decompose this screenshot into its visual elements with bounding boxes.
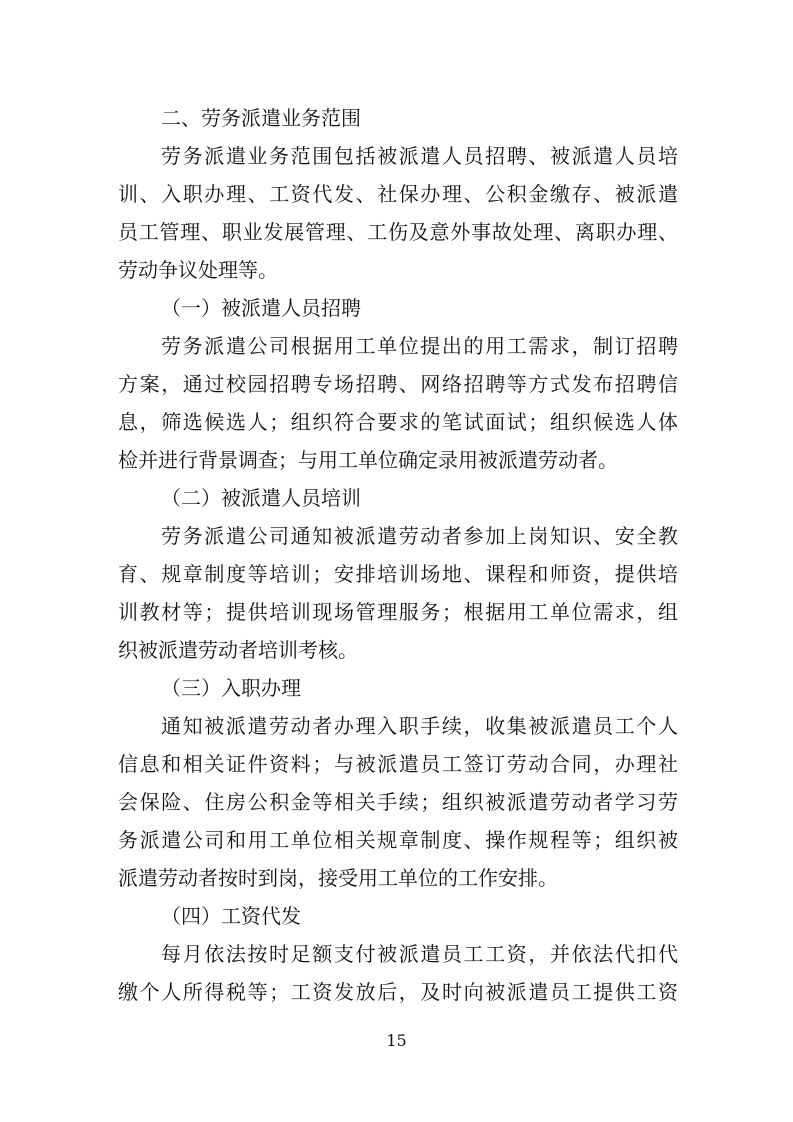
subsection-heading: （三）入职办理 bbox=[161, 676, 301, 700]
page-number: 15 bbox=[386, 1031, 407, 1050]
paragraph-line: 织被派遣劳动者培训考核。 bbox=[118, 638, 358, 662]
paragraph-line: 缴个人所得税等；工资发放后，及时向被派遣员工提供工资 bbox=[118, 980, 678, 1004]
paragraph-line: 训教材等；提供培训现场管理服务；根据用工单位需求，组 bbox=[118, 600, 678, 624]
paragraph-line: 劳动争议处理等。 bbox=[118, 258, 278, 282]
subsection-heading: （二）被派遣人员培训 bbox=[161, 486, 361, 510]
paragraph-line: 方案，通过校园招聘专场招聘、网络招聘等方式发布招聘信 bbox=[118, 372, 678, 396]
paragraph-line: 劳务派遣业务范围包括被派遣人员招聘、被派遣人员培 bbox=[161, 144, 678, 168]
paragraph-line: 员工管理、职业发展管理、工伤及意外事故处理、离职办理、 bbox=[118, 220, 678, 244]
paragraph-line: 息，筛选候选人；组织符合要求的笔试面试；组织候选人体 bbox=[118, 410, 678, 434]
paragraph-line: 劳务派遣公司根据用工单位提出的用工需求，制订招聘 bbox=[161, 334, 678, 358]
paragraph-line: 检并进行背景调查；与用工单位确定录用被派遣劳动者。 bbox=[118, 448, 618, 472]
subsection-heading: （四）工资代发 bbox=[161, 904, 301, 928]
paragraph-line: 育、规章制度等培训；安排培训场地、课程和师资，提供培 bbox=[118, 562, 678, 586]
section-heading: 二、劳务派遣业务范围 bbox=[161, 106, 361, 130]
paragraph-line: 务派遣公司和用工单位相关规章制度、操作规程等；组织被 bbox=[118, 828, 678, 852]
paragraph-line: 每月依法按时足额支付被派遣员工工资，并依法代扣代 bbox=[161, 942, 678, 966]
paragraph-line: 劳务派遣公司通知被派遣劳动者参加上岗知识、安全教 bbox=[161, 524, 678, 548]
paragraph-line: 会保险、住房公积金等相关手续；组织被派遣劳动者学习劳 bbox=[118, 790, 678, 814]
subsection-heading: （一）被派遣人员招聘 bbox=[161, 296, 361, 320]
paragraph-line: 训、入职办理、工资代发、社保办理、公积金缴存、被派遣 bbox=[118, 182, 678, 206]
paragraph-line: 派遣劳动者按时到岗，接受用工单位的工作安排。 bbox=[118, 866, 558, 890]
paragraph-line: 信息和相关证件资料；与被派遣员工签订劳动合同，办理社 bbox=[118, 752, 678, 776]
paragraph-line: 通知被派遣劳动者办理入职手续，收集被派遣员工个人 bbox=[161, 714, 678, 738]
